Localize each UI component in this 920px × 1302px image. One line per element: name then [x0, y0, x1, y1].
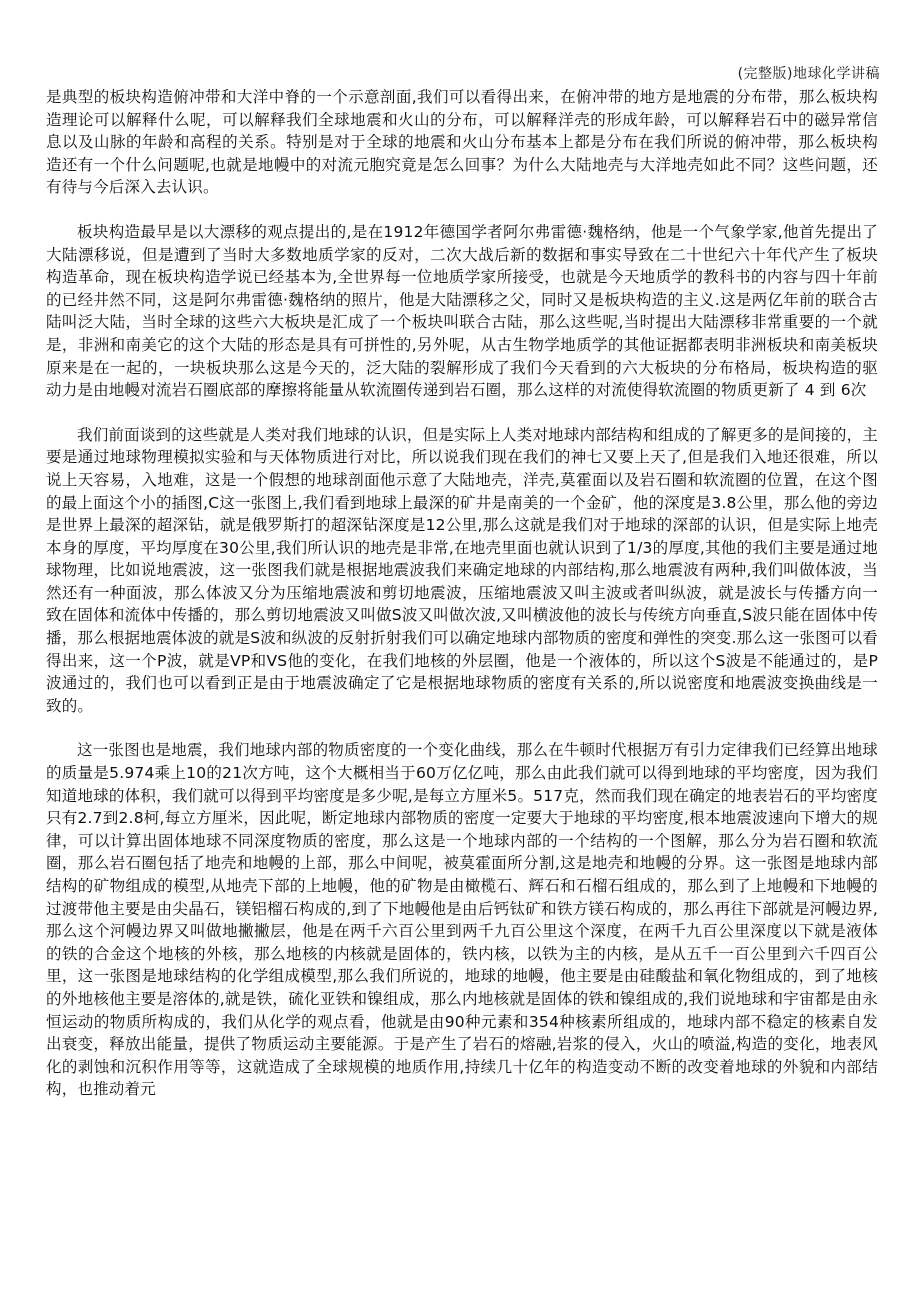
document-body [46, 86, 878, 1123]
paragraph: 这一张图也是地震，我们地球内部的物质密度的一个变化曲线，那么在牛顿时代根据万有引力定律我们已经算出地球的质量是5.974乘上10的21次方吨，这个大概相当于60万亿亿吨，那么由此我们就可以得到地球的平均密度，因为我们知道地球的体积，我们就可以得到平均密度是多少呢,是每立方厘米5。517克，然而我们现在确定的地表岩石的平均密度只有2.7到2.8柯,每立方厘米，因此呢，断定地球内部物质的密度一定要大于地球的平均密度,根本地震波速向下增大的规律，可以计算出固体地球不同深度物质的密度，那么这是一个地球内部的一个结构的一个图解，那么分为岩石圈和软流圈，那么岩石圈包括了地壳和地幔的上部，那么中间呢，被莫霍面所分割,这是地壳和地幔的分界。这一张图是地球内部结构的矿物组成的模型,从地壳下部的上地幔，他的矿物是由橄榄石、辉石和石榴石组成的，那么到了上地幔和下地幔的过渡带他主要是由尖晶石，镁铝榴石构成的,到了下地幔他是由后钙钛矿和铁方镁石构成的，那么再往下部就是河幔边界,那么这个河幔边界又叫做地撇撇层，他是在两千六百公里到两千九百公里这个深度，在两千九百公里深度以下就是液体的铁的合金这个地核的外核，那么地核的内核就是固体的，铁内核，以铁为主的内核，是从五千一百公里到六千四百公里，这一张图是地球结构的化学组成模型,那么我们所说的，地球的地幔，他主要是由硅酸盐和氧化物组成的，到了地核的外地核他主要是溶体的,就是铁，硫化亚铁和镍组成，那么内地核就是固体的铁和镍组成的,我们说地球和宇宙都是由永恒运动的物质所构成的，我们从化学的观点看，他就是由90种元素和354种核素所组成的，地球内部不稳定的核素自发出衰变，释放出能量，提供了物质运动主要能源。于是产生了岩石的熔融,岩浆的侵入，火山的喷溢,构造的变化，地表风化的剥蚀和沉积作用等等，这就造成了全球规模的地质作用,持续几十亿年的构造变动不断的改变着地球的外貌和内部结构，也推动着元 [46, 741, 878, 1099]
paragraph: 我们前面谈到的这些就是人类对我们地球的认识，但是实际上人类对地球内部结构和组成的了解更多的是间接的，主要是通过地球物理模拟实验和与天体物质进行对比，所以说我们现在我们的神七又要上天了,但是我们入地还很难，所以说上天容易，入地难，这是一个假想的地球剖面他示意了大陆地壳，洋壳,莫霍面以及岩石圈和软流圈的位置，在这个图的最上面这个小的插图,C这一张图上,我们看到地球上最深的矿井是南美的一个金矿，他的深度是3.8公里，那么他的旁边是世界上最深的超深钻，就是俄罗斯打的超深钻深度是12公里,那么这就是我们对于地球的深部的认识，但是实际上地壳本身的厚度，平均厚度在30公里,我们所认识的地壳是非常,在地壳里面也就认识到了1/3的厚度,其他的我们主要是通过地球物理，比如说地震波，这一张图我们就是根据地震波我们来确定地球的内部结构,那么地震波有两种,我们叫做体波，当然还有一种面波，那么体波又分为压缩地震波和剪切地震波，压缩地震波又叫主波或者叫纵波，就是波长与传播方向一致在固体和流体中传播的，那么剪切地震波又叫做S波又叫做次波,又叫横波他的波长与传统方向垂直,S波只能在固体中传播，那么根据地震体波的就是S波和纵波的反射折射我们可以确定地球内部物质的密度和弹性的突变.那么这一张图可以看得出来，这一个P波，就是VP和VS他的变化，在我们地核的外层圈，他是一个液体的，所以这个S波是不能通过的，是P波通过的，我们也可以看到正是由于地震波确定了它是根据地球物质的密度有关系的,所以说密度和地震波变换曲线是一致的。 [46, 425, 878, 715]
paragraph: 是典型的板块构造俯冲带和大洋中脊的一个示意剖面,我们可以看得出来，在俯冲带的地方是地震的分布带，那么板块构造理论可以解释什么呢，可以解释我们全球地震和火山的分布，可以解释洋壳的形成年龄，可以解释岩石中的磁异常信息以及山脉的年龄和高程的关系。特别是对于全球的地震和火山分布基本上都是分布在我们所说的俯冲带，那么板块构造还有一个什么问题呢,也就是地幔中的对流元胞究竟是怎么回事？为什么大陆地壳与大洋地壳如此不同？这些问题，还有待与今后深入去认识。 [46, 88, 878, 197]
paragraph: 板块构造最早是以大漂移的观点提出的,是在1912年德国学者阿尔弗雷德·魏格纳，他是一个气象学家,他首先提出了大陆漂移说，但是遭到了当时大多数地质学家的反对，二次大战后新的数据和事实导致在二十世纪六十年代产生了板块构造革命，现在板块构造学说已经基本为,全世界每一位地质学家所接受，也就是今天地质学的教科书的内容与四十年前的已经井然不同，这是阿尔弗雷德·魏格纳的照片，他是大陆漂移之父，同时又是板块构造的主义.这是两亿年前的联合古陆叫泛大陆，当时全球的这些六大板块是汇成了一个板块叫联合古陆，那么这些呢,当时提出大陆漂移非常重要的一个就是，非洲和南美它的这个大陆的形态是具有可拼性的,另外呢，从古生物学地质学的其他证据都表明非洲板块和南美板块原来是在一起的，一块板块那么这是今天的，泛大陆的裂解形成了我们今天看到的六大板块的分布格局，板块构造的驱动力是由地幔对流岩石圈底部的摩擦将能量从软流圈传递到岩石圈，那么这样的对流使得软流圈的物质更新了 4 到 6次 [46, 222, 878, 400]
document-header: (完整版)地球化学讲稿 [737, 66, 880, 82]
